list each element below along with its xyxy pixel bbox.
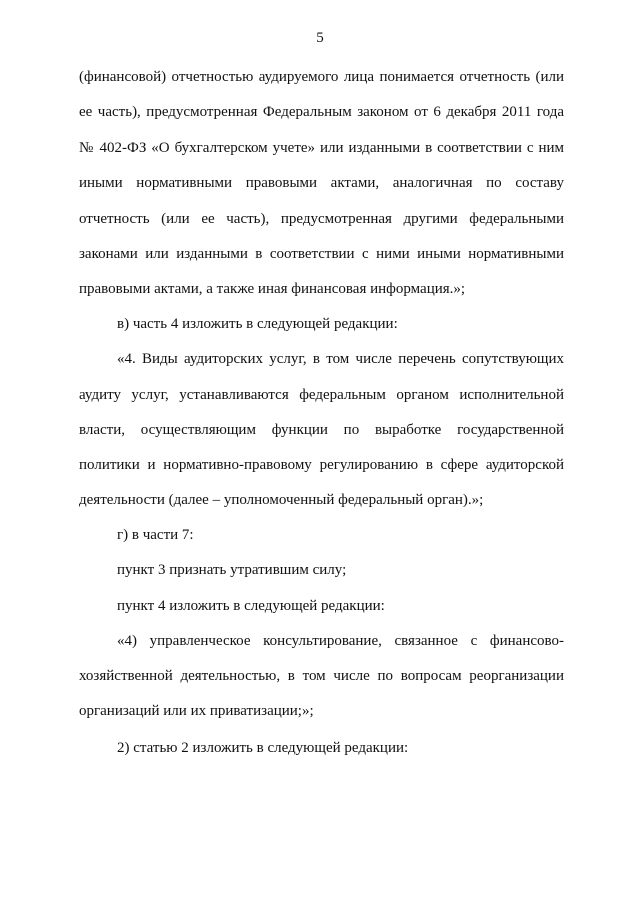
text-line-11: власти, осуществляющим функции по выработке государственной xyxy=(79,422,564,438)
text-line-10: аудиту услуг, устанавливаются федеральным органом исполнительной xyxy=(79,387,564,403)
text-line-3: № 402-ФЗ «О бухгалтерском учете» или изданными в соответствии с ним xyxy=(79,140,564,156)
text-line-12: политики и нормативно-правовому регулированию в сфере аудиторской xyxy=(79,457,564,473)
text-line-8: в) часть 4 изложить в следующей редакции: xyxy=(117,316,398,332)
text-line-13: деятельности (далее – уполномоченный федеральный орган).»; xyxy=(79,492,484,508)
text-line-1: (финансовой) отчетностью аудируемого лица понимается отчетность (или xyxy=(79,69,564,85)
text-line-16: пункт 4 изложить в следующей редакции: xyxy=(117,598,385,614)
text-line-19: организаций или их приватизации;»; xyxy=(79,703,314,719)
text-line-2: ее часть), предусмотренная Федеральным законом от 6 декабря 2011 года xyxy=(79,104,564,120)
text-line-9: «4. Виды аудиторских услуг, в том числе перечень сопутствующих xyxy=(117,351,564,367)
text-line-7: правовыми актами, а также иная финансовая информация.»; xyxy=(79,281,466,297)
text-line-18: хозяйственной деятельностью, в том числе по вопросам реорганизации xyxy=(79,668,564,684)
page-number: 5 xyxy=(316,30,324,46)
text-line-15: пункт 3 признать утратившим силу; xyxy=(117,562,347,578)
text-line-6: законами или изданными в соответствии с ними иными нормативными xyxy=(79,246,564,262)
text-line-14: г) в части 7: xyxy=(117,527,194,543)
text-line-5: отчетность (или ее часть), предусмотренная другими федеральными xyxy=(79,211,564,227)
text-line-17: «4) управленческое консультирование, связанное с финансово- xyxy=(117,633,564,649)
text-line-20: 2) статью 2 изложить в следующей редакции: xyxy=(117,740,409,756)
text-line-4: иными нормативными правовыми актами, аналогичная по составу xyxy=(79,175,564,191)
